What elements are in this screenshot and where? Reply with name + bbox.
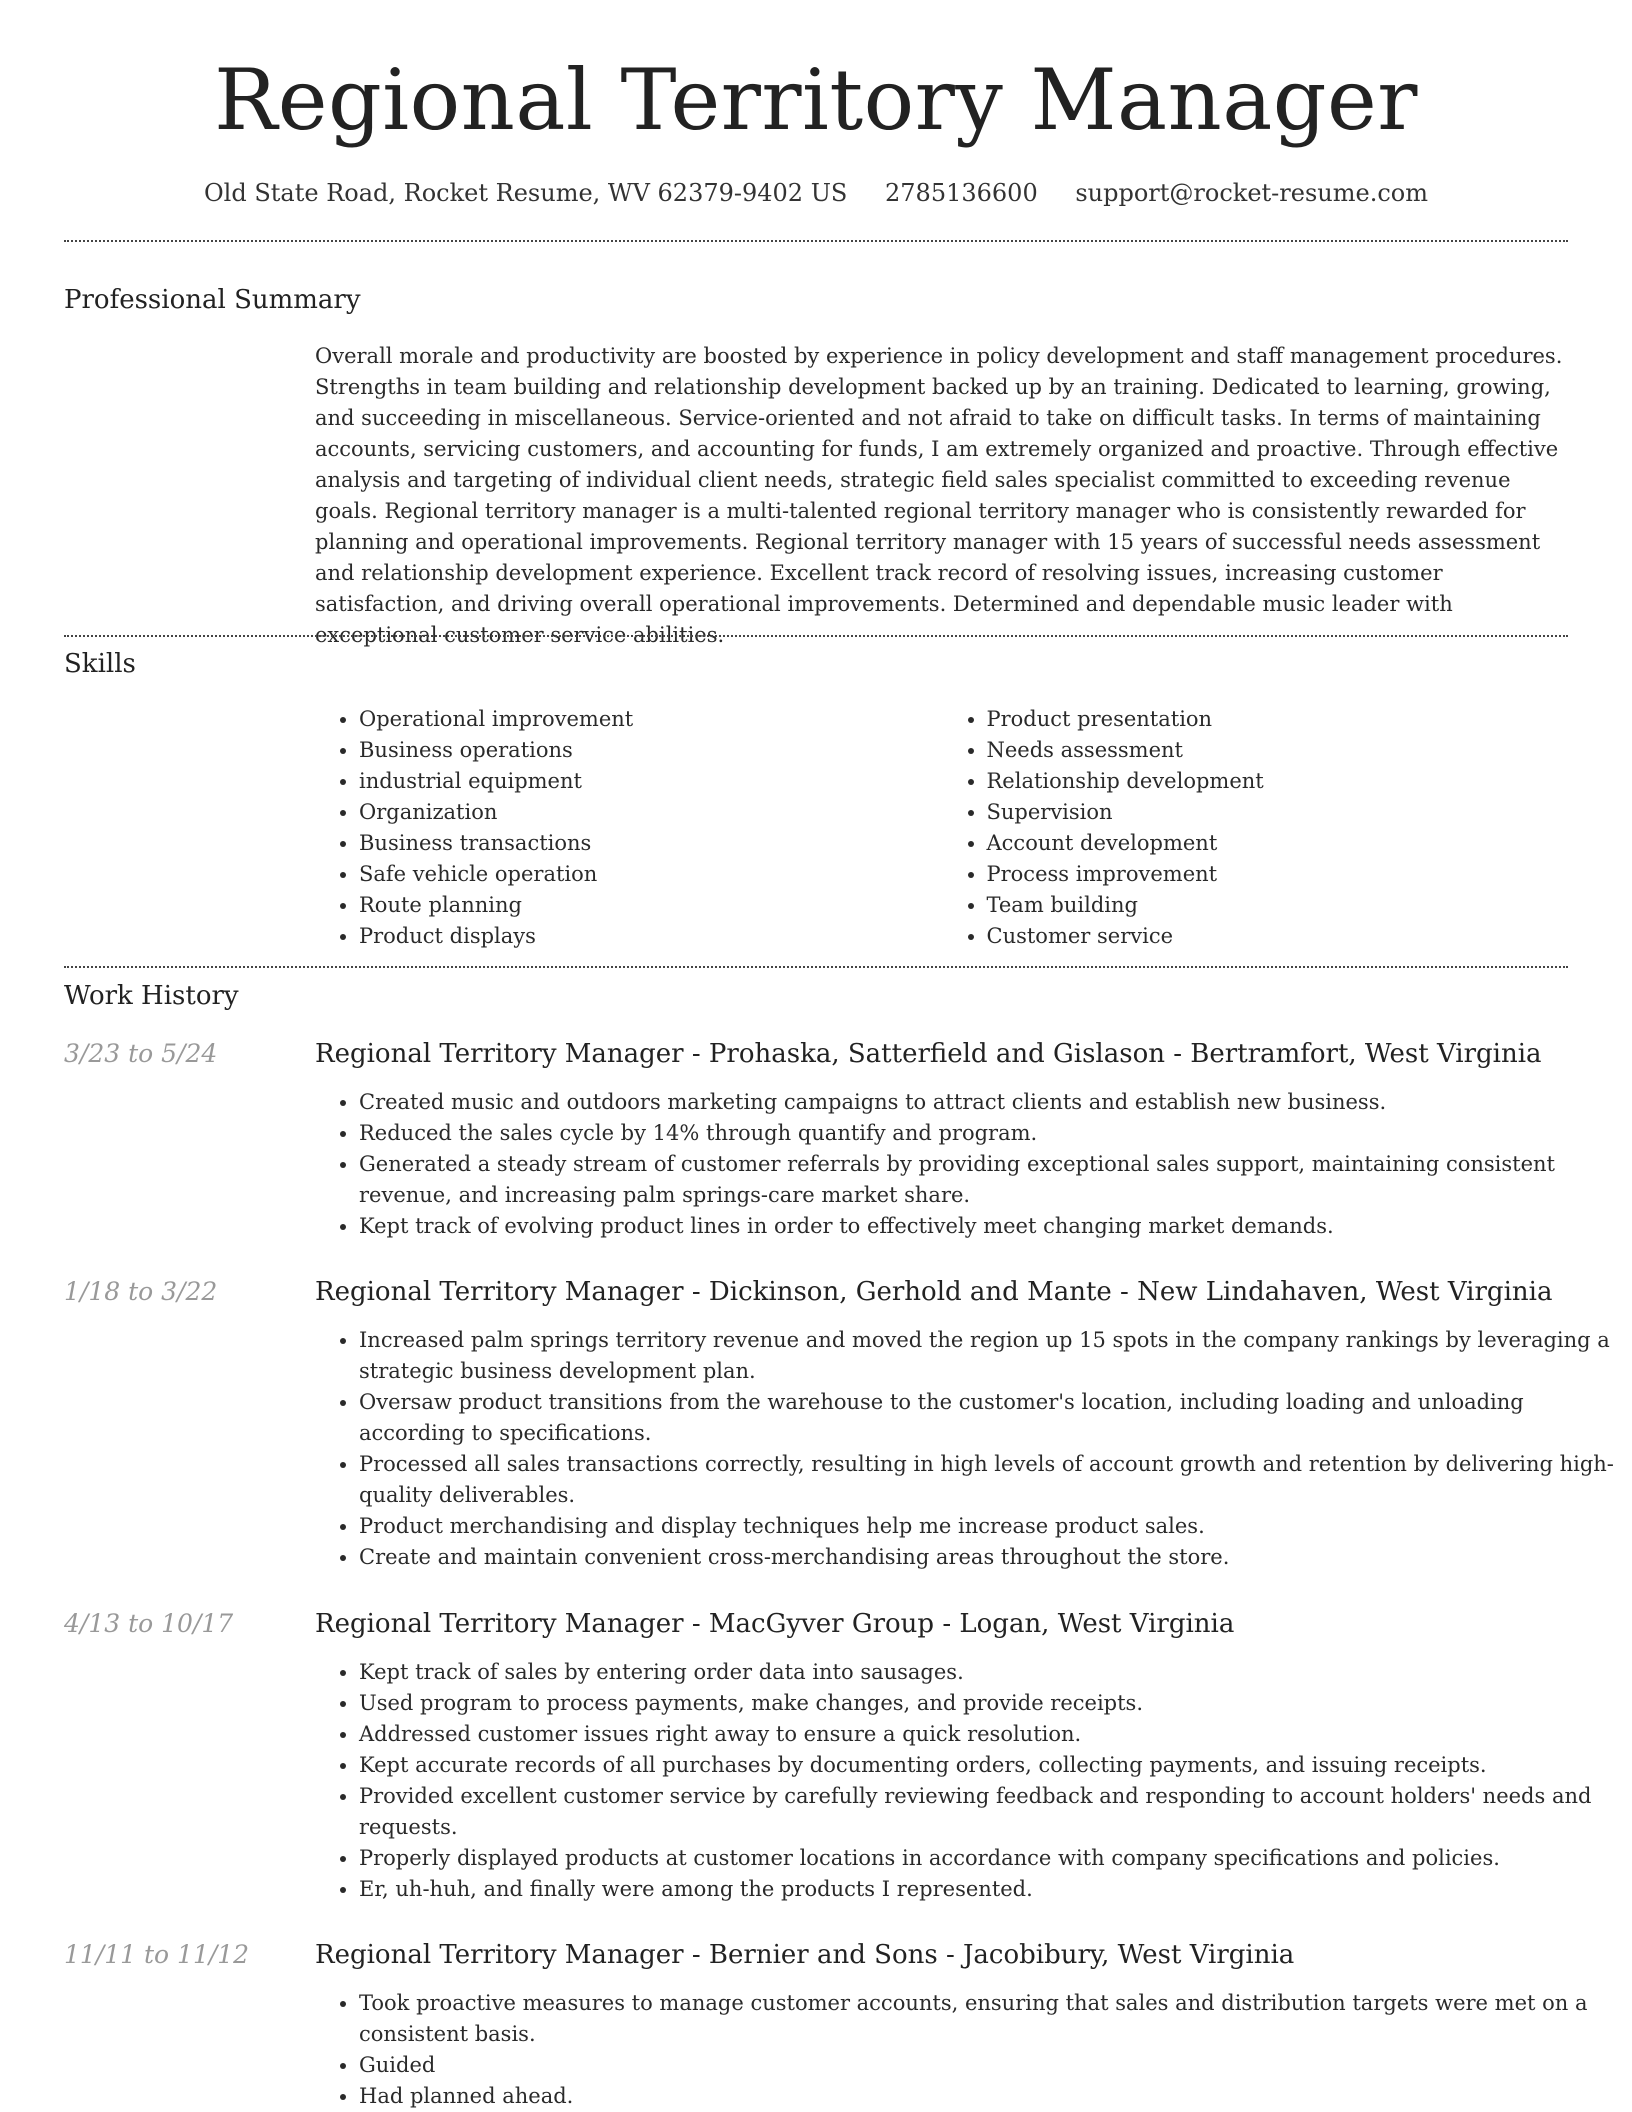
job-title: Regional Territory Manager - MacGyver Group - Logan, West Virginia	[315, 1609, 1235, 1639]
skill-item: • Route planning	[359, 890, 943, 921]
contact-phone: 2785136600	[885, 179, 1038, 207]
divider	[64, 240, 1568, 242]
job-bullet: • Generated a steady stream of customer referrals by providing exceptional sales support, maintaining consistent revenue, and increasing palm springs-care market share.	[359, 1149, 1614, 1211]
job-bullet: • Guided	[359, 2050, 1614, 2081]
skill-item: • Business operations	[359, 735, 943, 766]
divider	[64, 966, 1568, 968]
job-title: Regional Territory Manager - Dickinson, Gerhold and Mante - New Lindahaven, West Virginia	[315, 1277, 1553, 1307]
skill-item: • Product presentation	[987, 704, 1571, 735]
resume-header	[0, 0, 1632, 208]
skill-item: • Operational improvement	[359, 704, 943, 735]
job-title: Regional Territory Manager - Prohaska, Satterfield and Gislason - Bertramfort, West Virginia	[315, 1039, 1542, 1069]
skills-list	[315, 704, 1570, 952]
work-history-heading: Work History	[64, 981, 239, 1011]
job-bullet: • Increased palm springs territory revenue and moved the region up 15 spots in the company rankings by leveraging a strategic business development plan.	[359, 1325, 1614, 1387]
skill-item: • Team building	[987, 890, 1571, 921]
job-bullet: • Kept track of evolving product lines in order to effectively meet changing market demands.	[359, 1211, 1614, 1242]
job-date: 3/23 to 5/24	[64, 1039, 218, 1068]
job-date: 4/13 to 10/17	[64, 1609, 234, 1638]
contact-line	[0, 178, 1632, 208]
job-bullet: • Had planned ahead.	[359, 2081, 1614, 2112]
job-bullet: • Properly displayed products at customer locations in accordance with company specifications and policies.	[359, 1843, 1614, 1874]
job-bullet: • Took proactive measures to manage customer accounts, ensuring that sales and distribution targets were met on a consistent basis.	[359, 1988, 1614, 2050]
job-bullet: • Addressed customer issues right away to ensure a quick resolution.	[359, 1719, 1614, 1750]
job-bullets	[315, 1657, 1614, 1905]
job-bullet: • Used program to process payments, make changes, and provide receipts.	[359, 1688, 1614, 1719]
skill-item: • Relationship development	[987, 766, 1571, 797]
contact-email: support@rocket-resume.com	[1075, 179, 1428, 207]
job-bullets	[315, 1325, 1614, 1573]
skill-item: • Safe vehicle operation	[359, 859, 943, 890]
skill-item: • Business transactions	[359, 828, 943, 859]
job-bullet: • Created music and outdoors marketing campaigns to attract clients and establish new business.	[359, 1087, 1614, 1118]
skills-column-left	[315, 704, 943, 952]
skill-item: • Account development	[987, 828, 1571, 859]
job-bullet: • Create and maintain convenient cross-merchandising areas throughout the store.	[359, 1542, 1614, 1573]
skill-item: • Supervision	[987, 797, 1571, 828]
divider	[64, 635, 1568, 637]
job-bullet: • Oversaw product transitions from the warehouse to the customer's location, including loading and unloading according to specifications.	[359, 1387, 1614, 1449]
skill-item: • Organization	[359, 797, 943, 828]
job-bullet: • Provided excellent customer service by carefully reviewing feedback and responding to account holders' needs and requests.	[359, 1781, 1614, 1843]
skill-item: • industrial equipment	[359, 766, 943, 797]
job-bullet: • Kept track of sales by entering order data into sausages.	[359, 1657, 1614, 1688]
skill-item: • Product displays	[359, 921, 943, 952]
job-bullets	[315, 1988, 1614, 2112]
job-bullet: • Reduced the sales cycle by 14% through quantify and program.	[359, 1118, 1614, 1149]
job-bullet: • Kept accurate records of all purchases by documenting orders, collecting payments, and issuing receipts.	[359, 1750, 1614, 1781]
job-bullet: • Product merchandising and display techniques help me increase product sales.	[359, 1511, 1614, 1542]
skills-column-right	[943, 704, 1571, 952]
skills-heading: Skills	[64, 649, 136, 679]
summary-heading: Professional Summary	[64, 285, 361, 315]
candidate-name: Regional Territory Manager	[214, 51, 1418, 149]
skill-item: • Needs assessment	[987, 735, 1571, 766]
job-bullets	[315, 1087, 1614, 1242]
job-bullet: • Er, uh-huh, and finally were among the products I represented.	[359, 1874, 1614, 1905]
contact-address: Old State Road, Rocket Resume, WV 62379-9402 US	[204, 179, 848, 207]
job-date: 11/11 to 11/12	[64, 1940, 250, 1969]
job-bullet: • Processed all sales transactions correctly, resulting in high levels of account growth and retention by delivering high-quality deliverables.	[359, 1449, 1614, 1511]
job-date: 1/18 to 3/22	[64, 1277, 218, 1306]
skill-item: • Customer service	[987, 921, 1571, 952]
skill-item: • Process improvement	[987, 859, 1571, 890]
summary-text: Overall morale and productivity are boosted by experience in policy development and staff management procedures. Strengths in team building and relationship development backed up by an training. Dedicated to learning, growing, and succeeding in miscellaneous. Service-oriented and not afraid to take on difficult tasks. In terms of maintaining accounts, servicing customers, and accounting for funds, I am extremely organized and proactive. Through effective analysis and targeting of individual client needs, strategic field sales specialist committed to exceeding revenue goals. Regional territory manager is a multi-talented regional territory manager who is consistently rewarded for planning and operational improvements. Regional territory manager with 15 years of successful needs assessment and relationship development experience. Excellent track record of resolving issues, increasing customer satisfaction, and driving overall operational improvements. Determined and dependable music leader with exceptional customer service abilities.	[315, 344, 1563, 647]
job-title: Regional Territory Manager - Bernier and Sons - Jacobibury, West Virginia	[315, 1940, 1295, 1970]
